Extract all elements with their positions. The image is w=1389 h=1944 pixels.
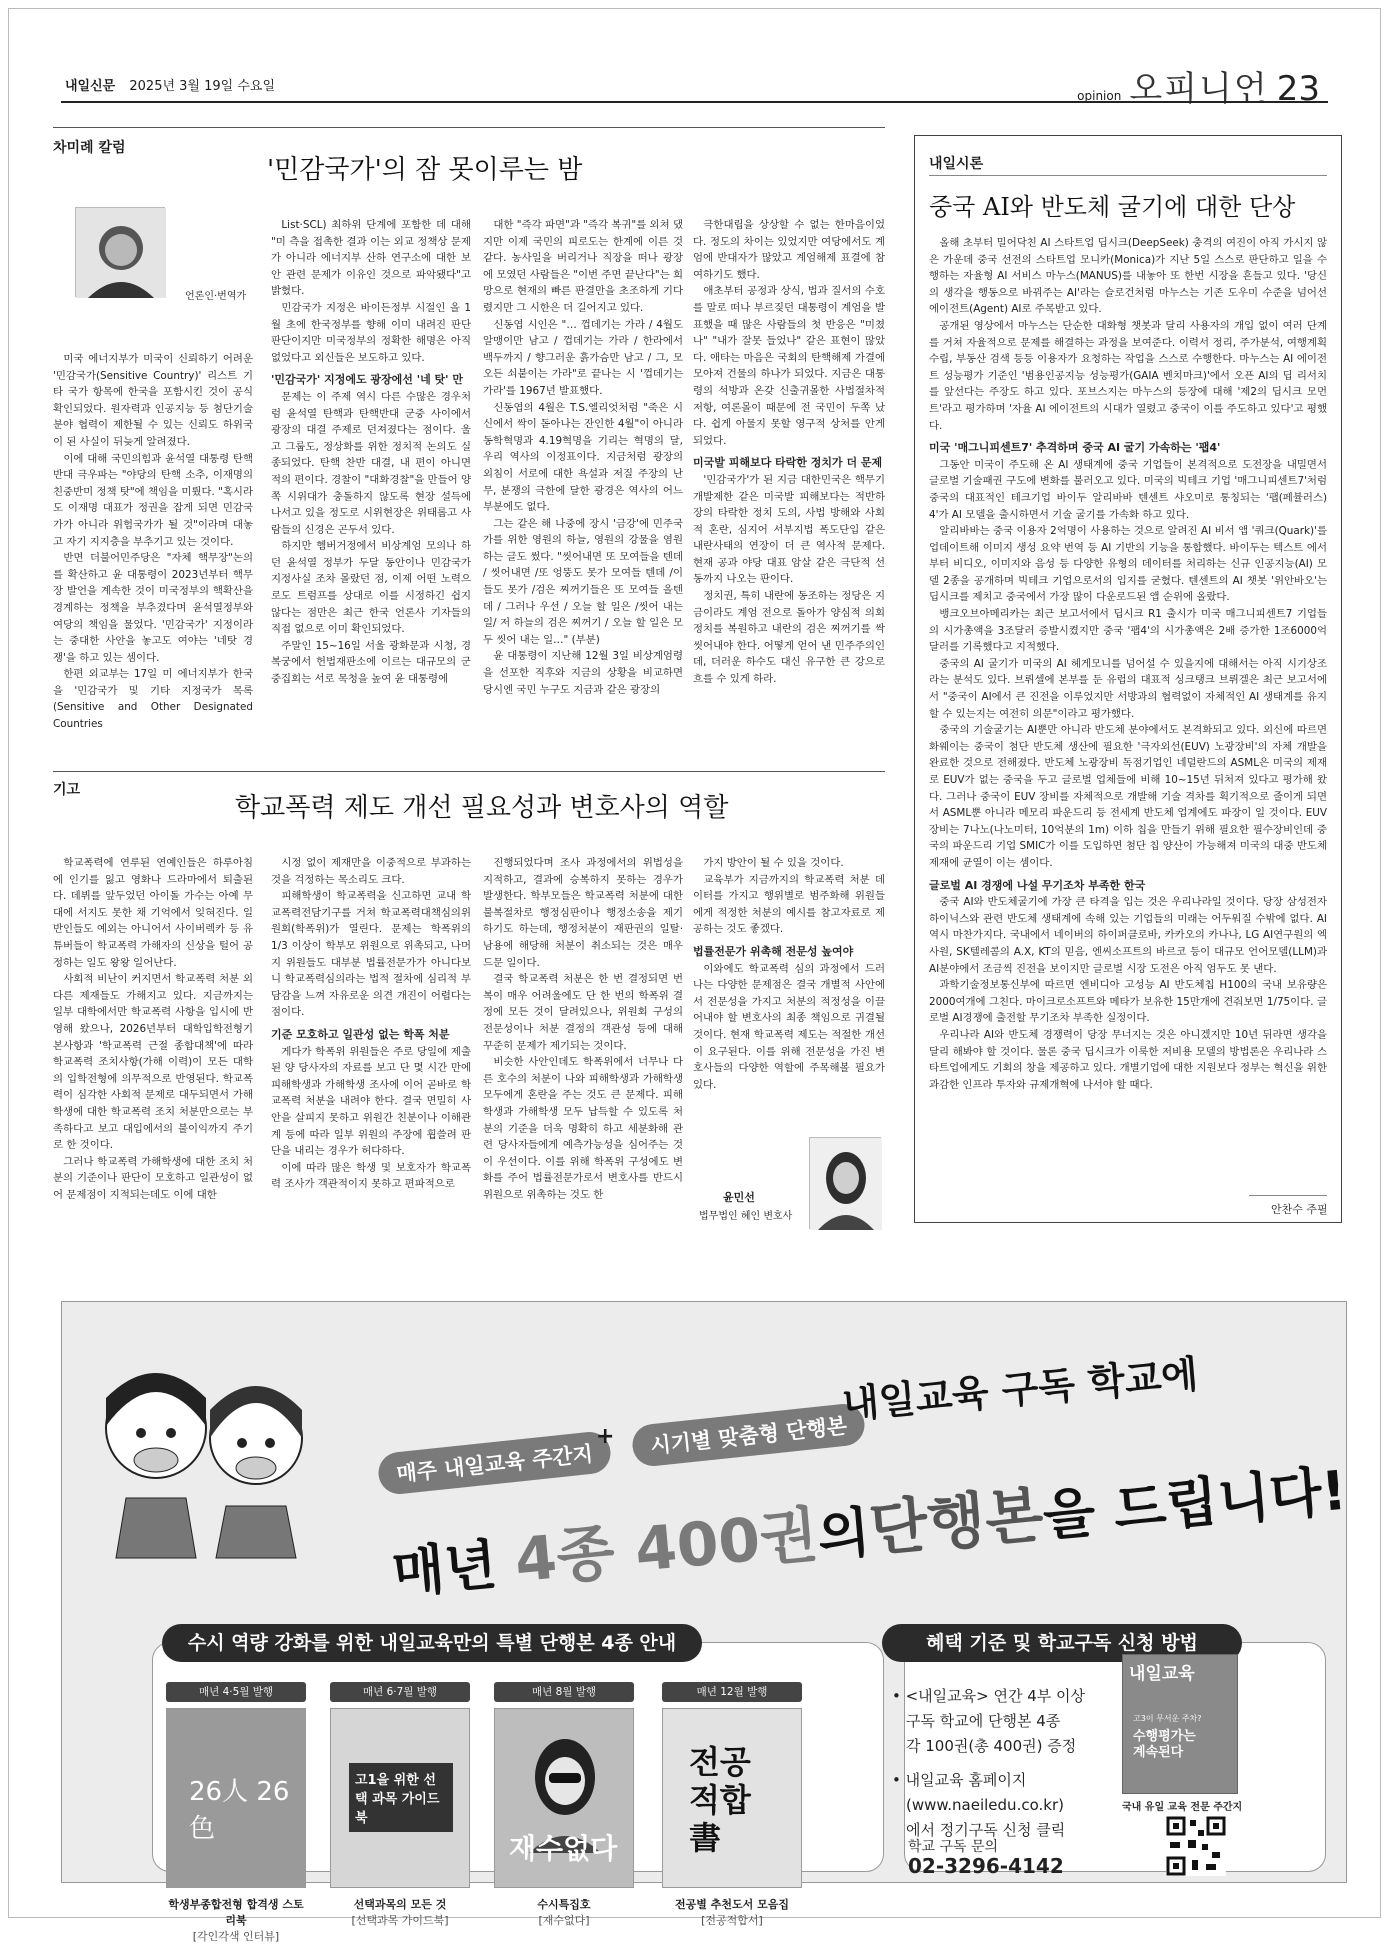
paragraph: 중국의 기술굴기는 AI뿐만 아니라 반도체 분야에서도 본격화되고 있다. 외신에 따르면 화웨이는 중국이 첨단 반도체 생산에 필요한 '극자외선(EUV) 노광장비'의 자체 개발을 완료한 것으로 전해졌다. 반도체 노광장비 독점기업인 네덜란드의 ASML은 미국의 제재로 EUV가 없는 중국을 두고 글로벌 업체들에 비해 10~15년 뒤처져 있다고 평가해 왔다. 그러나 중국이 EUV 장비를 자체적으로 개발해 기술 격차를 획기적으로 줄이게 되면서 ASML뿐 아니라 메모리 파운드리 등 전세계 반도체 업계에도 파장이 일 것이다. EUV 장비는 7나노(나노미터, 10억분의 1m) 이하 칩을 만들기 위해 필요한 필수장비인데 중국의 파운드리 기업 SMIC가 이를 도입하면 첨단 칩 양산이 가능해져 미국의 대중 반도체 제재에 균열이 이는 셈이다. <box>929 724 1327 869</box>
book-tag: 매년 6·7월 발행 <box>330 1682 470 1702</box>
column2-col-c <box>483 855 683 1225</box>
sidebar-headline: 중국 AI와 반도체 굴기에 대한 단상 <box>929 193 1296 221</box>
column1-col-d <box>693 217 885 755</box>
ad-benefit-pill: 혜택 기준 및 학교구독 신청 방법 <box>882 1624 1242 1662</box>
paragraph: 이에 따라 많은 학생 및 보호자가 학교폭력 조사가 객관적이지 못하고 편파적으로 <box>271 1161 471 1191</box>
paragraph: 하지만 헴버거정에서 비상계엄 모의나 하던 윤석열 정부가 두달 동안이나 민감국가 지정사실 조차 몰랐던 점, 이제 어떤 노력으로도 트럼프를 상대로 이를 시정하긴 쉽지 않다는 점만은 최근 한국 언론사 기자들의 직접 없으로 이미 확인되었다. <box>271 540 471 636</box>
paragraph: 결국 학교폭력 처분은 한 번 결정되면 번복이 매우 어려울에도 단 한 번의 학폭위 결정에 모든 것이 달려있으나, 위원회 구성의 전문성이나 처분 결정의 객관성 등에 대해 꾸준히 문제가 제기되는 것이다. <box>483 973 683 1052</box>
column2-col-d <box>693 855 885 1105</box>
column1-author-caption: 언론인·번역가 <box>185 291 247 302</box>
paper-name: 내일신문 <box>65 79 116 94</box>
sidebar-label: 내일시론 <box>929 156 984 172</box>
paragraph: 올해 초부터 밀어닥친 AI 스타트업 딥시크(DeepSeek) 충격의 여진이 아직 가시지 않은 가운데 중국 선전의 스타트업 모니카(Monica)가 지난 5일 스스로 판단하고 일을 수행하는 자율형 AI 서비스 마누스(MANUS)를 내놓아 또 한번 시장을 흔들고 있다. '당신의 생각을 행동으로 바꿔주는 AI'라는 슬로건처럼 마누스는 기존 도우미 수준을 넘어선 에이전트(Agent) AI로 주목받고 있다. <box>929 237 1327 316</box>
book-title: 수시특집호 <box>537 1898 591 1911</box>
paragraph: 신동엽의 4월은 T.S.엘리엇처럼 "죽은 시신에서 싹이 돋아나는 잔인한 4월"이 아니라 동학혁명과 4.19혁명을 기리는 혁명의 달, 우리 역사의 이정표이다. 지금처럼 광장의 외침이 서로에 대한 욕설과 저질 주장의 난무, 분쟁의 극한에 달한 광경은 역사의 어느 부분에도 없다. <box>483 401 683 514</box>
paragraph: List·SCL) 최하위 단계에 포함한 데 대해 "미 측을 접촉한 결과 이는 외교 정책상 문제가 아니라 에너지부 산하 연구소에 대한 보안 관련 문제가 이유인 것으로 파악됐다"고 밝혔다. <box>271 219 471 298</box>
ad-headline-part: 의 <box>815 1500 873 1568</box>
paragraph: 윤 대통령이 지난해 12월 3일 비상계엄령을 선포한 직후와 지금의 상황을 비교하면 당시엔 국민 누구도 지금과 같은 광장의 <box>483 650 683 696</box>
ad-sub-pill-books: 시기별 맞춤형 단행본 <box>630 1402 866 1468</box>
sidebar-byline: 안찬수 주필 <box>1271 1203 1328 1216</box>
book-subtitle: [재수없다] <box>538 1914 590 1927</box>
paragraph: 우리나라 AI와 반도체 경쟁력이 당장 무너지는 것은 아니겠지만 10년 뒤라면 생각을 달리 해봐야 할 것이다. 물론 중국 딥시크가 이룩한 저비용 모델의 방법론은 우리나라 스타트업에게도 기회의 창을 제공하고 있다. 개별기업에 대한 지원보다 정부는 혁신을 위한 과감한 인프라 투자와 규제개혁에 나서야 할 때다. <box>929 1028 1327 1091</box>
paragraph: 정치권, 특히 내란에 동조하는 정당은 지금이라도 계엄 전으로 돌아가 양심적 의회정치를 복원하고 내란의 검은 찌꺼기를 싹 씻어내야 한다. 어떻게 얻어 낸 민주주의인데, 더러운 하수도 대신 유구한 큰 강으로 흐를 수 있게 하라. <box>693 590 885 686</box>
sidebar-body <box>929 235 1327 1185</box>
section-ko: 오피니언 <box>1129 69 1269 109</box>
paragraph: 학교폭력에 연루된 연예인들은 하루아침에 인기를 잃고 영화나 드라마에서 퇴출된다. 데뷔를 앞두었던 아이돌 가수는 아예 무대에 서지도 못한 채 기억에서 잊혀진다. 일반인들도 예외는 아니어서 사이버렉카 등 유튜버들이 학교폭력 가해자의 신상을 털어 공정하는 일도 왕왕 일어난다. <box>53 857 253 969</box>
book-item[interactable] <box>662 1682 802 1928</box>
column2-col-b <box>271 855 471 1225</box>
paragraph: 그동안 미국이 주도해 온 AI 생태계에 중국 기업들이 본격적으로 도전장을 내밀면서 글로벌 기술패권 구도에 변화를 불러오고 있다. 미국의 빅테크 기업 '매그니피센트7'처럼 중국의 대표적인 테크기업 바이두 알리바바 텐센트 샤오미로 통칭되는 '팹(페뷸러스) 4'가 AI 모델을 출시하면서 기술 굴기를 가속화 하고 있다. <box>929 458 1327 521</box>
column1-headline: '민감국가'의 잠 못이루는 밤 <box>267 155 583 185</box>
paragraph: 중국의 AI 굴기가 미국의 AI 헤게모니를 넘어설 수 있을지에 대해서는 아직 시기상조라는 분석도 있다. 브뤼셀에 본부를 둔 유럽의 대표적 싱크탱크 브뤼겔은 최근 보고서에서 "중국이 AI에서 큰 진전을 이루었지만 서방과의 협력없이 자체적인 AI 생태계를 유지할 수 있는지는 여전히 의문"이라고 평가했다. <box>929 657 1327 720</box>
book-subtitle: [전공적합서] <box>701 1914 763 1927</box>
paragraph: 그는 같은 해 나중에 장시 '금강'에 민주국가를 위한 영원의 하늘, 영원의 강물을 염원하는 글도 썼다. "씻어내면 또 모여들을 텐데 / 씻어내면 /또 엉뚱도 못가 모여들 텐데 /이들도 못가 /검은 찌꺼기들은 또 모여들 올텐데 / 그러나 우선 / 오늘 할 일은 /씻어 내는 일/ 저 하늘의 검은 찌꺼기 / 오늘 할 일은 모두 씻어 내는 일…" (부분) <box>483 517 683 646</box>
paragraph: 주말인 15~16일 서울 광화문과 시청, 경복궁에서 헌법재판소에 이르는 대규모의 군중집회는 서로 목청을 높여 윤 대통령에 <box>271 639 471 686</box>
magazine-caption: 국내 유일 교육 전문 주간지 <box>1122 1802 1243 1813</box>
ad-benefit-line: 에서 정기구독 신청 클릭 <box>906 1821 1066 1839</box>
paragraph: '민감국가'가 된 지금 대한민국은 핵무기 개발제한 같은 미국발 피해보다는 적반하장의 타락한 정치 도의, 사법 방해와 사회적 혼란, 심지어 서부지법 폭도단입 같은 내란사태의 연장이 더 큰 역사적 문제다. 현재 공과 야당 대표 암살 같은 극단적 선동까지 나오는 판이다. <box>693 473 885 586</box>
book-title: 선택과목의 모든 것 <box>353 1898 447 1911</box>
subheading: 법률전문가 위촉해 전문성 높여야 <box>693 944 854 958</box>
ad-benefit-line: 구독 학교에 단행본 4종 <box>906 1712 1061 1730</box>
paragraph: 대한 "즉각 파면"과 "즉각 복귀"를 외쳐 댔지만 이제 국민의 피로도는 한계에 이른 것 같다. 농사일을 버리거나 직장을 떠나 광장에 모였던 사람들은 "이번 주면 끝난다"는 희망으로 현재의 빠른 판결만을 초조하게 기다렸지만 그 시한은 더 길어지고 있다. <box>483 219 684 314</box>
book-tag: 매년 8월 발행 <box>494 1682 634 1702</box>
column1-author-photo <box>75 207 165 297</box>
paragraph: 문제는 이 주제 역시 다른 수많은 경우처럼 윤석열 탄핵과 탄핵반대 군중 사이에서 광장의 대결 주제로 던져졌다는 점이다. 울고 그룹도, 정상화를 위한 정치적 논의도 실종되었다. 탄핵 찬반 대결, 내 편이 아니면 적의 편이다. 경찰이 "대화경찰"을 만들어 양쪽 시위대가 충돌하지 않도록 현장 설득에 나서고 있을 정도로 시위현장은 위태롭고 사람들의 신경은 곤두서 있다. <box>271 390 472 536</box>
subheading: 기준 모호하고 일관성 없는 학폭 처분 <box>271 1027 450 1041</box>
ad-benefit-line: • <내일교육> 연간 4부 이상 <box>892 1687 1086 1705</box>
book-tag: 매년 4·5월 발행 <box>166 1682 306 1702</box>
paragraph: 한편 외교부는 17일 미 에너지부가 한국을 '민감국가 및 기타 지정국가 목록(Sensitive and Other Designated Countries <box>53 668 253 731</box>
ad-website-link[interactable]: (www.naeiledu.co.kr) <box>906 1796 1064 1814</box>
paragraph: 중국 AI와 반도체굴기에 가장 큰 타격을 입는 것은 우리나라일 것이다. 당장 삼성전자 하이닉스와 관련 반도체 생태계에 속해 있는 기업들의 미래는 어두워질 수밖에 없다. AI 역시 마찬가지다. 국내에서 네이버의 하이퍼클로바, 카카오의 카나나, LG AI연구원의 엑사원, SK텔레콤의 A.X, KT의 믿음, 엔씨소프트의 바르코 등이 대규모 언어모델(LLM)과 AI분야에서 조금씩 진전을 보이지만 글로벌 시장 도전은 아직 엄두도 못 낸다. <box>929 896 1327 975</box>
ad-benefit-text-2 <box>892 1768 1065 1843</box>
book-cover <box>330 1708 470 1888</box>
column2-label: 기고 <box>53 782 81 798</box>
paragraph: 과학기술정보통신부에 따르면 엔비디아 고성능 AI 반도체칩 H100의 국내 보유량은 2000여개에 그친다. 마이크로소프트와 메타가 보유한 15만개에 견줘보면 1/75이다. 글로벌 AI경쟁에 출전할 무기조차 부족한 실정이다. <box>929 979 1327 1025</box>
magazine-line: 계속된다 <box>1133 1745 1184 1760</box>
book-cover-text: 고1을 위한 선택 과목 가이드북 <box>349 1763 453 1832</box>
ad-books-pill: 수시 역량 강화를 위한 내일교육만의 특별 단행본 4종 안내 <box>162 1624 702 1662</box>
paragraph: 이에 대해 국민의힘과 윤석열 대통령 탄핵 반대 극우파는 "야당의 탄핵 소추, 이재명의 친중반미 정책 탓"에 책임을 미뤘다. "혹시라도 이재명 대표가 정권을 잡게 되면 민감국가가 아니라 위험국가가 될 것"이라며 대놓고 자기 지지층을 부추기고 있는 것이다. <box>53 452 254 548</box>
advertisement[interactable] <box>61 1301 1349 1943</box>
column2-headline: 학교폭력 제도 개선 필요성과 변호사의 역할 <box>235 793 729 823</box>
column2-author-caption: 법무법인 혜인 변호사 <box>699 1211 793 1222</box>
magazine-cover <box>1122 1654 1238 1794</box>
column1-col-c <box>483 217 683 755</box>
book-tag: 매년 12월 발행 <box>662 1682 802 1702</box>
byline-rule <box>1249 1195 1327 1196</box>
qr-code-icon[interactable] <box>1166 1816 1226 1876</box>
paragraph: 게다가 학폭위 위원들은 주로 당일에 제출된 양 당사자의 자료를 보고 단 몇 시간 만에 피해학생과 가해학생 조사에 이어 곧바로 학교폭력 처분을 내려야 한다. 결국 면밀히 사안을 살피지 못하고 위원간 친분이나 이해관계 등에 따라 일부 위원의 주장에 휩쓸려 판단을 내리는 경우가 허다하다. <box>271 1045 471 1158</box>
column2-col-a <box>53 855 253 1225</box>
subheading: 글로벌 AI 경쟁에 나설 무기조차 부족한 한국 <box>929 878 1146 892</box>
paragraph: 알리바바는 중국 이용자 2억명이 사용하는 것으로 알려진 AI 비서 앱 '쿼크(Quark)'를 업데이트해 이미지 생성 요약 번역 등 AI 기반의 기능을 통합했다. 바이두는 텍스트 에서부터 비디오, 이미지와 음성 등 다양한 유형의 데이터를 처리하는 신규 인공지능(AI) 모델 2종을 공개하며 빅테크 기업으로서의 입지를 굳혔다. 텐센트의 AI 챗봇 '위안바오'는 딥시크를 제치고 중국에서 가장 많이 다운로드된 앱 순위에 올랐다. <box>929 525 1327 604</box>
paragraph: 공개된 영상에서 마누스는 단순한 대화형 챗봇과 달리 사용자의 개입 없이 여러 단계를 거쳐 자율적으로 문제를 해결하는 과정을 보여준다. 이력서 정리, 주가분석, 여행계획 수립, 부동산 검색 등등 이용자가 요청하는 작업을 스스로 수행한다. 마누스는 AI 에이전트 성능평가 기준인 '범용인공지능 성능평가(GAIA 벤치마크)'에서 오픈 AI의 딥 리서치를 앞선다는 주장도 하고 있다. 포브스지는 마누스의 등장에 대해 '제2의 딥시크 모먼트'라고 평가하며 '자율 AI 에이전트의 시대가 열렸고 중국이 이를 주도하고 있다'고 평했다. <box>929 319 1327 432</box>
ad-benefit-line: 각 100권(총 400권) 증정 <box>906 1737 1077 1755</box>
issue-date: 2025년 3월 19일 수요일 <box>129 79 276 94</box>
newspaper-page <box>8 8 1381 1943</box>
column2-author-name: 윤민선 <box>723 1191 755 1204</box>
paragraph: 시정 없이 제재만을 이중적으로 부과하는 것을 걱정하는 목소리도 크다. <box>271 857 471 886</box>
portrait-icon <box>76 208 166 298</box>
magazine-title: 내일교육 <box>1129 1664 1195 1684</box>
book-item[interactable] <box>166 1682 306 1944</box>
book-cover <box>494 1708 634 1888</box>
subheading: 미국발 피해보다 타락한 정치가 더 문제 <box>693 456 883 470</box>
paragraph: 교육부가 지금까지의 학교폭력 처분 데이터를 가지고 행위별로 범주화해 위원들에게 적정한 처분의 예시를 참고자료로 제공하는 것도 좋겠다. <box>693 873 885 936</box>
book-cover <box>662 1708 802 1888</box>
paragraph: 피해학생이 학교폭력을 신고하면 교내 학교폭력전담기구를 거쳐 학교폭력대책심의위원회(학폭위)가 열린다. 문제는 학폭위의 1/3 이상이 학부모 위원으로 위촉되고, 나머지 위원들도 대부분 법률전문가가 아니다보니 학교폭력심의라는 법적 절차에 심리적 부담감을 느껴 자유로운 의견 개진이 어렵다는 점이다. <box>271 890 471 1019</box>
ad-benefit-line: • 내일교육 홈페이지 <box>892 1771 1027 1789</box>
paragraph: 그러나 학교폭력 가해학생에 대한 조치 처분의 기준이나 판단이 모호하고 일관성이 없어 문제점이 지적되는데도 이에 대한 <box>53 1155 253 1201</box>
book-cover-text: 재수없다 <box>509 1832 618 1865</box>
sidebar-label-rule <box>929 175 1327 176</box>
column1-top-rule <box>53 127 885 128</box>
book-cover <box>166 1708 306 1888</box>
ad-phone-number[interactable]: 02-3296-4142 <box>908 1854 1064 1878</box>
paragraph: 뱅크오브아메리카는 최근 보고서에서 딥시크 R1 출시가 미국 매그니피센트7 기업들의 시가총액을 3조달러 증발시켰지만 중국 '팹4'의 시가총액은 2배 증가한 1조6000억달러를 기록했다고 지적했다. <box>929 608 1327 654</box>
ad-headline-books: 단행본 <box>866 1480 1047 1566</box>
paragraph: 민감국가 지정은 바이든정부 시절인 올 1월 초에 한국정부를 향해 이미 내려진 판단판단이지만 미국정부의 정확한 해명은 아직 없었다고 외신들은 보도하고 있다. <box>271 301 471 364</box>
paragraph: 비슷한 사안인데도 학폭위에서 너무나 다른 호수의 처분이 나와 피해학생과 가해학생 모두에게 혼란을 주는 것도 큰 문제다. 피해학생과 가해학생 모두 납득할 수 있도록 처분의 기준을 더욱 명확히 하고 세분화해 관련 당사자들에게 예측가능성을 심어주는 것이 우선이다. 이를 위해 학폭위 구성에도 변화를 주어 법률전문가로서 변호사를 반드시 위원으로 위촉하는 것도 한 <box>483 1056 683 1201</box>
paragraph: 진행되었다며 조사 과정에서의 위법성을 지적하고, 결과에 승복하지 못하는 경우가 발생한다. 학부모들은 학교폭력 처분에 대한 불복절차로 행정심판이나 행정소송을 제기하기도 하는데, 행정처분이 재판권의 일탈·남용에 해당해 처분이 취소되는 것은 매우 드문 일이다. <box>483 857 683 969</box>
paragraph: 애초부터 공정과 상식, 법과 질서의 수호를 말로 떠나 부르짖던 대통령이 계엄을 발표했을 때 많은 사람들의 첫 반응은 "미쳤나" "내가 잘못 들었나" 같은 표현이 많았다. 애타는 마음은 국회의 탄핵해제 가결에 모아져 건물의 하나가 되었다. 지금은 대통령의 석방과 온갖 신출귀몰한 사법절차적 저항, 여론몰이 때문에 전 국민이 두쪽 났다. 쉽게 아물지 못할 영구적 상처를 안게 되었다. <box>693 285 885 447</box>
ad-sub-pill-weekly: 매주 내일교육 주간지 <box>376 1430 612 1496</box>
magazine-line: 고3이 무서운 주차? <box>1133 1714 1202 1723</box>
section-en: opinion <box>1077 89 1122 103</box>
masthead-left <box>65 75 275 94</box>
portrait-icon <box>810 1138 882 1230</box>
book-title: 전공별 추천도서 모음집 <box>675 1898 789 1911</box>
ad-plus-sign: + <box>596 1424 615 1449</box>
page-number: 23 <box>1276 69 1320 109</box>
paragraph: 가지 방안이 될 수 있을 것이다. <box>703 857 844 869</box>
subheading: 미국 '매그니피센트7' 추격하며 중국 AI 굴기 가속하는 '팹4' <box>929 441 1221 455</box>
paragraph: 극한대립을 상상할 수 없는 한마음이었다. 정도의 차이는 있었지만 여당에서도 계엄에 반대자가 많았고 계엄해제 표결에 참여하기도 했다. <box>693 219 885 281</box>
column1-col-b <box>271 217 471 755</box>
magazine-line: 수행평가는 <box>1133 1729 1196 1744</box>
subheading: '민감국가' 지정에도 광장에선 '네 탓' 만 <box>271 373 464 387</box>
paragraph: 반면 더불어민주당은 "자체 핵무장"논의를 확산하고 윤 대통령이 2023년부터 핵무장 발언을 계속한 것이 미국정부의 핵확산을 경계하는 정책을 부추겼다며 윤석열정부와 여당의 책임을 물었다. '민감국가' 지정이라는 중대한 사안을 놓고도 여야는 '네탓 경쟁'을 하고 있는 셈이다. <box>53 552 253 664</box>
ad-headline-part: 매년 <box>389 1531 518 1605</box>
ad-headline-top: 내일교육 구독 학교에 <box>840 1351 1200 1427</box>
ad-headline-count: 4종 400권 <box>512 1499 821 1597</box>
book-cover-text: 26人 26色 <box>189 1777 290 1844</box>
book-item[interactable] <box>494 1682 634 1928</box>
cartoon-students-icon <box>86 1338 346 1558</box>
book-subtitle: [선택과목 가이드북] <box>351 1914 449 1927</box>
book-cover-text: 전공 적합 書 <box>689 1743 751 1857</box>
column2-top-rule <box>53 771 885 772</box>
paragraph: 미국 에너지부가 미국이 신뢰하기 어려운 '민감국가(Sensitive Country)' 리스트 기타 국가 항목에 한국을 포함시킨 것이 공식 확인되었다. 원자력과 인공지능 등 첨단기술 분야 협력이 제한될 수 있는 신뢰도 하위국이 된 사실이 뒤늦게 알려졌다. <box>53 353 253 448</box>
paragraph: 신동엽 시인은 "… 껍데기는 가라 / 4월도 알맹이만 남고 / 껍데기는 가라 / 한라에서 백두까지 / 향그러운 흙가슴만 남고 / 그, 모오든 쇠붙이는 가라"로 끝나는 시 '껍데기는 가라'를 1967년 발표했다. <box>483 318 683 397</box>
ad-contact-label: 학교 구독 문의 <box>908 1839 999 1855</box>
column1-col-a <box>53 351 253 755</box>
book-title: 학생부종합전형 합격생 스토리북 <box>168 1898 304 1927</box>
header-rule <box>61 101 1328 103</box>
book-subtitle: [각인각색 인터뷰] <box>192 1930 280 1943</box>
column2-author-photo <box>809 1137 881 1229</box>
ad-benefit-text-1 <box>892 1684 1085 1759</box>
paragraph: 사회적 비난이 커지면서 학교폭력 처분 외 다른 제재들도 가해지고 있다. 지금까지는 일부 대학에서만 학교폭력 사항을 입시에 반영해 왔으나, 2026년부터 대학입학전형기본사항과 '학교폭력 근절 종합대책'에 따라 학교폭력 조치사항(가해 이력)이 모든 대학의 입학전형에 의무적으로 반영된다. 학교폭력이 심각한 사회적 문제로 대두되면서 가해학생에 대한 학교폭력 조치 처분만으로는 부족하다고 보고 대입에서의 불이익까지 주기로 한 것이다. <box>53 973 253 1152</box>
column1-label: 차미례 칼럼 <box>53 140 126 156</box>
ad-headline-part: 을 드립니다! <box>1040 1458 1349 1548</box>
paragraph: 이와에도 학교폭력 심의 과정에서 드러나는 다양한 문제점은 결국 개별적 사안에서 전문성을 가지고 처분의 적정성을 이끌어내야 할 변호사의 최종 책임으로 귀결될 것이다. 현재 학교폭력 제도는 적절한 개선이 요구된다. 이를 위해 전문성을 가진 변호사들의 다양한 역할에 주목해볼 필요가 있다. <box>693 962 885 1091</box>
book-item[interactable] <box>330 1682 470 1928</box>
